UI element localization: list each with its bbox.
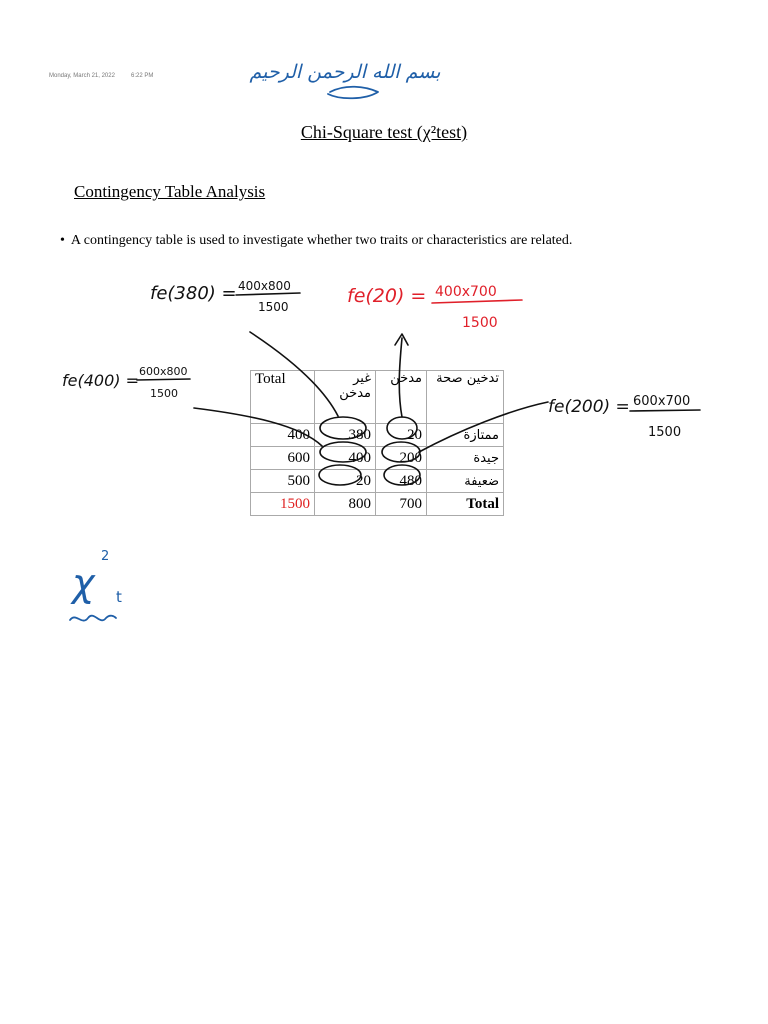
fe20-fraction-bar <box>432 300 522 303</box>
fe400-numerator: 600x800 <box>139 365 188 378</box>
row-label: ممتازة <box>427 424 504 447</box>
header-health-smoking: تدخين صحة <box>427 371 504 424</box>
note-date: Monday, March 21, 2022 <box>49 73 115 79</box>
basmala-handwriting: بسم الله الرحمن الرحيم <box>249 61 441 83</box>
header-total: Total <box>251 371 315 424</box>
fe200-denominator: 1500 <box>648 425 682 440</box>
chi-symbol: χ <box>72 561 95 605</box>
basmala-swash <box>328 87 378 99</box>
grand-total: 1500 <box>251 493 315 516</box>
table-header-row <box>251 371 504 424</box>
total-smoker: 700 <box>376 493 427 516</box>
header-smoker: مدخن <box>376 371 427 424</box>
chi-superscript: 2 <box>101 549 110 564</box>
total-nonsmoker: 800 <box>315 493 376 516</box>
row-total: 600 <box>251 447 315 470</box>
row-label: ضعيفة <box>427 470 504 493</box>
bullet-dot-icon: • <box>60 233 65 248</box>
cell-nonsmoker: 400 <box>315 447 376 470</box>
arrow-head-icon <box>395 334 408 345</box>
chi-subscript: t <box>116 588 122 606</box>
row-total: 500 <box>251 470 315 493</box>
totals-label: Total <box>427 493 504 516</box>
bullet-item <box>60 233 572 249</box>
section-heading: Contingency Table Analysis <box>74 182 266 201</box>
fe200-label: fe(200) = <box>548 397 630 417</box>
table-row <box>251 424 504 447</box>
fe380-fraction-bar <box>236 293 300 295</box>
chi-underline-squiggle <box>70 616 116 621</box>
fe380-numerator: 400x800 <box>238 279 291 293</box>
fe400-fraction-bar <box>137 379 190 380</box>
table-totals-row <box>251 493 504 516</box>
cell-nonsmoker: 20 <box>315 470 376 493</box>
cell-smoker: 200 <box>376 447 427 470</box>
fe400-denominator: 1500 <box>150 387 178 400</box>
row-label: جيدة <box>427 447 504 470</box>
fe20-label: fe(20) = <box>347 285 427 307</box>
cell-smoker: 20 <box>376 424 427 447</box>
table-row <box>251 447 504 470</box>
row-total: 400 <box>251 424 315 447</box>
bullet-text: A contingency table is used to investigate whether two traits or characteristics are related. <box>70 233 573 248</box>
fe380-label: fe(380) = <box>150 283 237 304</box>
cell-smoker: 480 <box>376 470 427 493</box>
contingency-table <box>250 370 504 516</box>
fe20-numerator: 400x700 <box>435 284 497 300</box>
fe200-numerator: 600x700 <box>633 394 691 409</box>
note-time: 6:22 PM <box>131 73 154 79</box>
page-title-text: Chi-Square test (χ²test) <box>300 122 468 142</box>
fe380-denominator: 1500 <box>258 300 289 314</box>
fe200-fraction-bar <box>630 410 700 411</box>
fe20-denominator: 1500 <box>462 315 498 331</box>
page-title <box>0 122 768 143</box>
cell-nonsmoker: 380 <box>315 424 376 447</box>
fe400-label: fe(400) = <box>62 371 139 390</box>
table-row <box>251 470 504 493</box>
header-nonsmoker: غير مدخن <box>315 371 376 424</box>
